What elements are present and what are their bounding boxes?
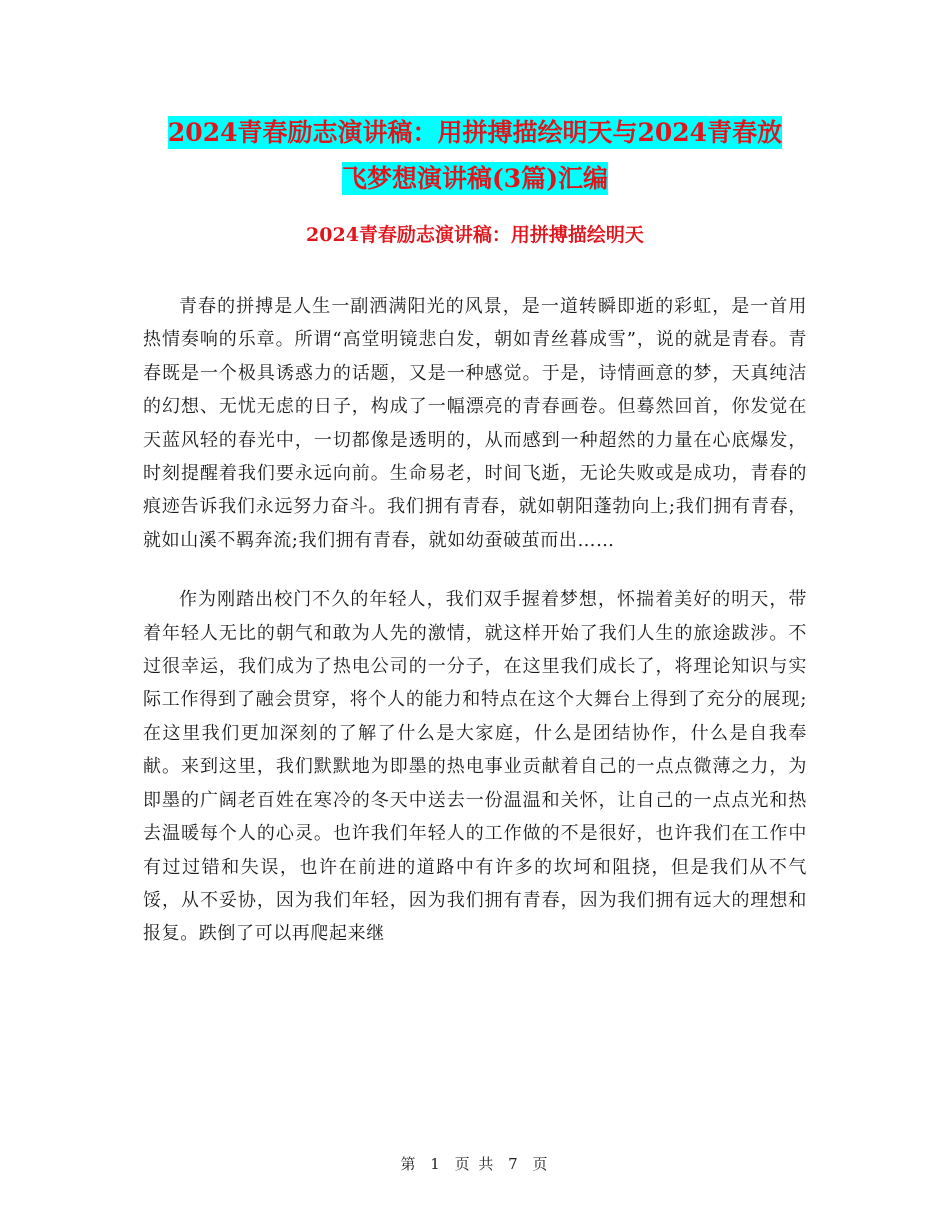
paragraph-2: 作为刚踏出校门不久的年轻人，我们双手握着梦想，怀揣着美好的明天，带着年轻人无比的朝气和敢为人先的激情，就这样开始了我们人生的旅途跋涉。不过很幸运，我们成为了热电公司的一分子，在这里我们成长了，将理论知识与实际工作得到了融会贯穿，将个人的能力和特点在这个大舞台上得到了充分的展现;在这里我们更加深刻的了解了什么是大家庭，什么是团结协作，什么是自我奉献。来到这里，我们默默地为即墨的热电事业贡献着自己的一点点微薄之力，为即墨的广阔老百姓在寒冷的冬天中送去一份温温和关怀，让自己的一点点光和热去温暖每个人的心灵。也许我们年轻人的工作做的不是很好，也许我们在工作中有过过错和失误，也许在前进的道路中有许多的坎坷和阻挠，但是我们从不气馁，从不妥协，因为我们年轻，因为我们拥有青春，因为我们拥有远大的理想和报复。跌倒了可以再爬起来继 [143,589,807,945]
footer-prefix: 第 [400,1155,418,1173]
footer-page-number: 1 [430,1155,442,1173]
title-line-1: 2024青春励志演讲稿：用拼搏描绘明天与2024青春放 [167,118,783,147]
footer-suffix: 页 [532,1155,550,1173]
body-text [143,290,807,951]
page-footer [0,1153,950,1174]
footer-total-pages: 7 [508,1155,520,1173]
section-title: 2024青春励志演讲稿：用拼搏描绘明天 [306,224,644,246]
title-line-2: 飞梦想演讲稿(3篇)汇编 [341,164,609,193]
document-title [140,110,810,202]
footer-middle: 页 共 [454,1155,496,1173]
paragraph-1: 青春的拼搏是人生一副洒满阳光的风景，是一道转瞬即逝的彩虹，是一首用热情奏响的乐章。所谓“高堂明镜悲白发，朝如青丝暮成雪”，说的就是青春。青春既是一个极具诱惑力的话题，又是一种感觉。于是，诗情画意的梦，天真纯洁的幻想、无忧无虑的日子，构成了一幅漂亮的青春画卷。但蓦然回首，你发觉在天蓝风轻的春光中，一切都像是透明的，从而感到一种超然的力量在心底爆发，时刻提醒着我们要永远向前。生命易老，时间飞逝，无论失败或是成功，青春的痕迹告诉我们永远努力奋斗。我们拥有青春，就如朝阳蓬勃向上;我们拥有青春，就如山溪不羁奔流;我们拥有青春，就如幼蚕破茧而出…… [143,296,807,551]
